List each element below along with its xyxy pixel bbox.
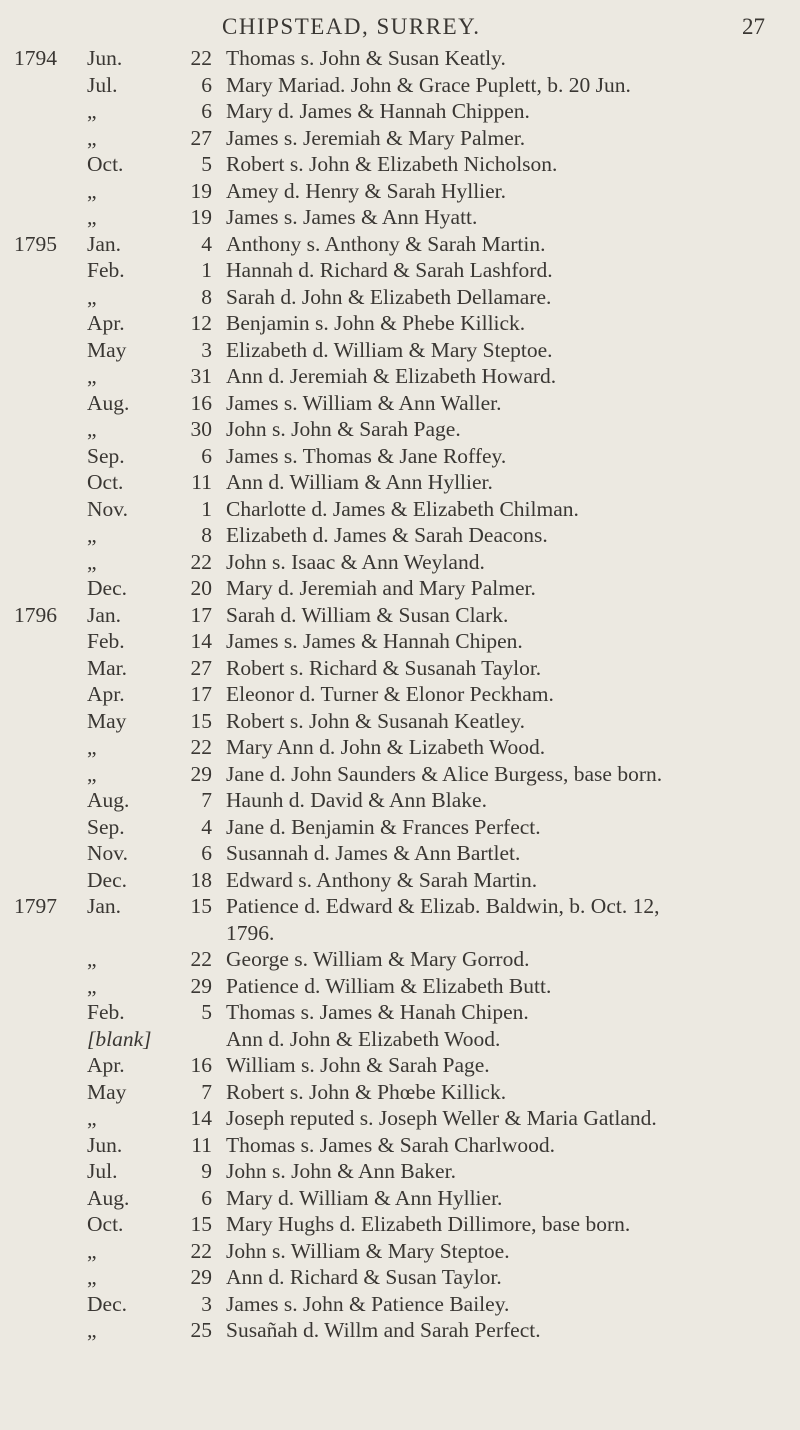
entry-month: Oct. (87, 152, 124, 176)
entry-month: „ (87, 523, 97, 547)
entry-text: Mary Hughs d. Elizabeth Dillimore, base born. (226, 1212, 631, 1236)
entry-text: Jane d. John Saunders & Alice Burgess, base born. (226, 761, 663, 786)
entry-day: 6 (201, 1185, 212, 1210)
entry-day: 5 (201, 152, 212, 176)
entry-month: Jul. (87, 1159, 118, 1183)
entry-day: 19 (190, 178, 212, 203)
entry-month: Feb. (87, 629, 125, 653)
entry-text: Ann d. John & Elizabeth Wood. (226, 1026, 501, 1051)
entry-day: 22 (190, 735, 212, 759)
entry-month: „ (87, 364, 97, 388)
register-entry (0, 284, 800, 311)
entry-day: 18 (190, 867, 212, 892)
register-entry (0, 602, 800, 629)
entry-year: 1794 (14, 46, 57, 70)
register-entry (0, 1158, 800, 1185)
register-entry (0, 681, 800, 708)
register-entry (0, 231, 800, 258)
entry-text: Joseph reputed s. Joseph Weller & Maria Gatland. (226, 1106, 657, 1130)
register-entry (0, 1211, 800, 1238)
entry-month: „ (87, 1106, 97, 1130)
register-entry (0, 522, 800, 549)
register-entry (0, 946, 800, 973)
entry-text: Elizabeth d. James & Sarah Deacons. (226, 523, 548, 547)
entry-year: 1795 (14, 231, 57, 256)
register-entry (0, 363, 800, 390)
register-entry (0, 575, 800, 602)
register-entry (0, 416, 800, 443)
register-entry (0, 469, 800, 496)
entry-month: Nov. (87, 496, 129, 521)
entry-day: 25 (190, 1318, 212, 1342)
entry-text: Robert s. Richard & Susanah Taylor. (226, 655, 542, 680)
entry-text: James s. James & Hannah Chipen. (226, 629, 523, 653)
entry-day: 7 (201, 788, 212, 812)
entry-month: Apr. (87, 1053, 125, 1077)
entry-month: Dec. (87, 1291, 127, 1316)
entry-day: 30 (190, 417, 212, 441)
entry-month: Aug. (87, 788, 130, 812)
entry-text: John s. John & Sarah Page. (226, 417, 461, 441)
entry-text: Robert s. John & Elizabeth Nicholson. (226, 152, 558, 176)
entry-text: Thomas s. James & Sarah Charlwood. (226, 1132, 556, 1157)
register-entry (0, 390, 800, 417)
entry-text: Edward s. Anthony & Sarah Martin. (226, 867, 538, 892)
register-entry (0, 708, 800, 735)
entry-month: „ (87, 761, 97, 786)
entry-day: 1 (201, 258, 212, 282)
entry-text: Ann d. William & Ann Hyllier. (226, 470, 493, 494)
entry-text: Mary Ann d. John & Lizabeth Wood. (226, 735, 546, 759)
register-entry (0, 72, 800, 99)
register-entry (0, 310, 800, 337)
entry-text: Haunh d. David & Ann Blake. (226, 788, 487, 812)
register-entry (0, 1132, 800, 1159)
entry-text: Mary d. James & Hannah Chippen. (226, 99, 530, 123)
register-entry (0, 443, 800, 470)
entry-month: Aug. (87, 390, 130, 415)
entry-month: Oct. (87, 1212, 124, 1236)
entry-day: 16 (190, 1053, 212, 1077)
register-entry (0, 973, 800, 1000)
entry-month: Dec. (87, 576, 127, 600)
register-entry (0, 337, 800, 364)
entry-text: Robert s. John & Susanah Keatley. (226, 708, 525, 733)
entry-day: 16 (190, 390, 212, 415)
entry-month: „ (87, 1238, 97, 1263)
entry-month: Jun. (87, 46, 123, 70)
entry-text: Robert s. John & Phœbe Killick. (226, 1079, 507, 1104)
entry-day: 22 (190, 1238, 212, 1263)
entry-day: 17 (190, 602, 212, 627)
entry-text: James s. Jeremiah & Mary Palmer. (226, 125, 526, 150)
register-entry (0, 1052, 800, 1079)
entry-day: 6 (201, 841, 212, 865)
entry-day: 4 (201, 814, 212, 839)
register-entry (0, 655, 800, 682)
entry-text: Anthony s. Anthony & Sarah Martin. (226, 231, 546, 256)
entry-day: 3 (201, 337, 212, 362)
entry-text: Mary d. William & Ann Hyllier. (226, 1185, 503, 1210)
entry-year: 1797 (14, 894, 57, 918)
entry-text: James s. Thomas & Jane Roffey. (226, 443, 507, 468)
entry-day: 5 (201, 1000, 212, 1024)
register-entry (0, 893, 800, 920)
entry-text: George s. William & Mary Gorrod. (226, 947, 530, 971)
entry-text: Sarah d. John & Elizabeth Dellamare. (226, 284, 552, 309)
entry-month: Jul. (87, 72, 118, 97)
entry-text: William s. John & Sarah Page. (226, 1053, 490, 1077)
register-entry (0, 787, 800, 814)
entry-month: Jan. (87, 894, 122, 918)
entry-day: 15 (190, 708, 212, 733)
register-entry (0, 840, 800, 867)
entry-text: John s. Isaac & Ann Weyland. (226, 549, 485, 574)
entry-text: Eleonor d. Turner & Elonor Peckham. (226, 682, 554, 706)
entry-month: „ (87, 178, 97, 203)
entry-month: Sep. (87, 443, 125, 468)
entry-day: 19 (190, 205, 212, 229)
entry-text: 1796. (226, 920, 275, 945)
entry-month: [blank] (87, 1026, 152, 1051)
entry-day: 8 (201, 284, 212, 309)
entry-day: 12 (190, 311, 212, 335)
entry-month: „ (87, 1265, 97, 1289)
entry-text: Susannah d. James & Ann Bartlet. (226, 841, 521, 865)
entry-day: 11 (191, 1132, 212, 1157)
register-entry (0, 920, 800, 947)
entry-text: Amey d. Henry & Sarah Hyllier. (226, 178, 507, 203)
entry-text: John s. William & Mary Steptoe. (226, 1238, 510, 1263)
entry-day: 27 (190, 125, 212, 150)
page-header (0, 14, 800, 46)
entry-month: Aug. (87, 1185, 130, 1210)
register-entry (0, 1105, 800, 1132)
entry-month: Sep. (87, 814, 125, 839)
register-entry (0, 734, 800, 761)
entry-month: „ (87, 973, 97, 998)
entry-text: Thomas s. James & Hanah Chipen. (226, 1000, 529, 1024)
entry-text: Susañah d. Willm and Sarah Perfect. (226, 1318, 541, 1342)
entry-month: „ (87, 99, 97, 123)
entry-day: 29 (190, 1265, 212, 1289)
register-entry (0, 814, 800, 841)
entry-day: 9 (201, 1159, 212, 1183)
register-entry (0, 1238, 800, 1265)
entry-text: Benjamin s. John & Phebe Killick. (226, 311, 526, 335)
entry-day: 29 (190, 973, 212, 998)
entry-day: 3 (201, 1291, 212, 1316)
entry-day: 27 (190, 655, 212, 680)
entry-text: Patience d. Edward & Elizab. Baldwin, b. Oct. 12, (226, 894, 660, 918)
register-entry (0, 867, 800, 894)
register-entry (0, 257, 800, 284)
entry-day: 22 (190, 947, 212, 971)
register-entry (0, 1026, 800, 1053)
entry-text: James s. John & Patience Bailey. (226, 1291, 510, 1316)
register-entry (0, 125, 800, 152)
entry-month: Oct. (87, 470, 124, 494)
entry-day: 6 (201, 443, 212, 468)
entry-text: James s. William & Ann Waller. (226, 390, 502, 415)
entry-day: 6 (201, 99, 212, 123)
register-entry (0, 761, 800, 788)
entry-text: John s. John & Ann Baker. (226, 1159, 456, 1183)
entry-day: 8 (201, 523, 212, 547)
register-entry (0, 1185, 800, 1212)
entry-month: „ (87, 735, 97, 759)
register-entry (0, 151, 800, 178)
entry-month: „ (87, 205, 97, 229)
register-entry (0, 1291, 800, 1318)
entry-text: Mary Mariad. John & Grace Puplett, b. 20 Jun. (226, 72, 631, 97)
entry-day: 31 (190, 364, 212, 388)
entry-text: Sarah d. William & Susan Clark. (226, 602, 509, 627)
entry-text: Patience d. William & Elizabeth Butt. (226, 973, 552, 998)
entry-text: Thomas s. John & Susan Keatly. (226, 46, 506, 70)
register-entry (0, 178, 800, 205)
entry-month: Jun. (87, 1132, 123, 1157)
entry-month: „ (87, 125, 97, 150)
entry-month: „ (87, 417, 97, 441)
entry-month: Dec. (87, 867, 127, 892)
entry-month: Apr. (87, 682, 125, 706)
entry-year: 1796 (14, 602, 57, 627)
entry-month: Jan. (87, 231, 122, 256)
entry-day: 22 (190, 549, 212, 574)
register-entry (0, 1264, 800, 1291)
entry-month: May (87, 1079, 127, 1104)
entry-text: Jane d. Benjamin & Frances Perfect. (226, 814, 541, 839)
entry-month: Feb. (87, 258, 125, 282)
register-entry (0, 204, 800, 231)
entry-day: 6 (201, 72, 212, 97)
entry-day: 15 (190, 894, 212, 918)
register-entry (0, 496, 800, 523)
register-entry (0, 1317, 800, 1344)
register-entry (0, 98, 800, 125)
entry-month: Feb. (87, 1000, 125, 1024)
register-entry (0, 45, 800, 72)
entry-day: 20 (190, 576, 212, 600)
entry-month: „ (87, 284, 97, 309)
running-title: CHIPSTEAD, SURREY. (222, 14, 481, 39)
entry-text: Ann d. Jeremiah & Elizabeth Howard. (226, 364, 557, 388)
register-entry (0, 1079, 800, 1106)
entry-day: 14 (190, 629, 212, 653)
entry-month: May (87, 708, 127, 733)
entry-month: Jan. (87, 602, 122, 627)
entry-text: Hannah d. Richard & Sarah Lashford. (226, 258, 553, 282)
entry-text: Elizabeth d. William & Mary Steptoe. (226, 337, 553, 362)
entry-text: James s. James & Ann Hyatt. (226, 205, 478, 229)
entry-day: 14 (190, 1106, 212, 1130)
entry-day: 15 (190, 1212, 212, 1236)
entry-text: Charlotte d. James & Elizabeth Chilman. (226, 496, 579, 521)
entry-day: 17 (190, 682, 212, 706)
register-entry (0, 549, 800, 576)
entry-month: May (87, 337, 127, 362)
entry-day: 11 (191, 470, 212, 494)
register-entry (0, 628, 800, 655)
baptism-entries (0, 45, 800, 1344)
entry-day: 7 (201, 1079, 212, 1104)
entry-day: 22 (190, 46, 212, 70)
entry-month: Nov. (87, 841, 129, 865)
entry-text: Ann d. Richard & Susan Taylor. (226, 1265, 502, 1289)
entry-day: 29 (190, 761, 212, 786)
entry-month: „ (87, 1318, 97, 1342)
page-number: 27 (742, 14, 765, 39)
entry-month: Mar. (87, 655, 128, 680)
entry-month: „ (87, 947, 97, 971)
entry-month: „ (87, 549, 97, 574)
entry-month: Apr. (87, 311, 125, 335)
register-entry (0, 999, 800, 1026)
entry-day: 4 (201, 231, 212, 256)
entry-text: Mary d. Jeremiah and Mary Palmer. (226, 576, 536, 600)
entry-day: 1 (201, 496, 212, 521)
